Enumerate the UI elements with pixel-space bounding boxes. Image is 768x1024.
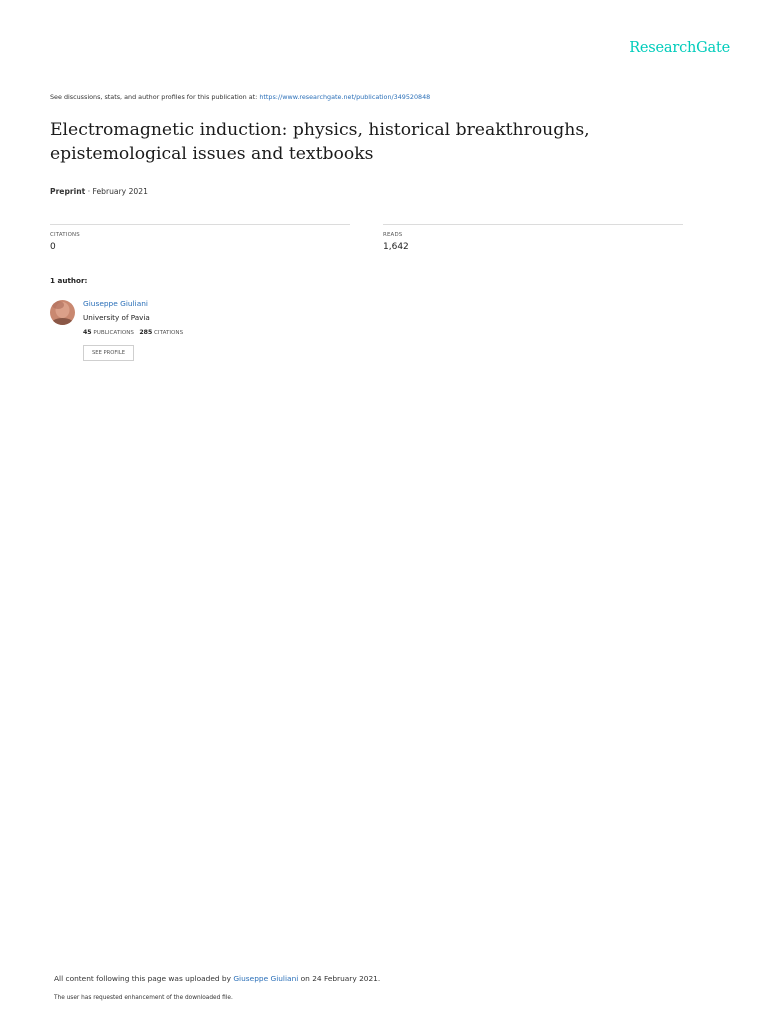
author-citations-count: 285 [139,329,153,336]
author-avatar[interactable] [50,300,75,325]
author-stats [83,329,183,336]
publication-meta [50,187,148,196]
publication-type: Preprint [50,187,86,196]
see-profile-button[interactable]: SEE PROFILE [83,345,134,361]
author-publications-label: PUBLICATIONS [93,330,134,336]
publication-url-link[interactable]: https://www.researchgate.net/publication/349520848 [259,93,431,101]
upload-prefix: All content following this page was uploaded by [54,974,234,983]
author-publications-count: 45 [83,329,92,336]
discussion-text: See discussions, stats, and author profiles for this publication at: [50,93,260,101]
researchgate-logo[interactable]: ResearchGate [629,40,730,56]
citations-value: 0 [50,242,56,252]
publication-title: Electromagnetic induction: physics, historical breakthroughs, epistemological issues and textbooks [50,120,590,164]
reads-stat [383,224,683,252]
enhancement-note: The user has requested enhancement of the downloaded file. [54,995,233,1001]
reads-label: READS [383,232,403,238]
discussion-line [50,93,430,101]
publication-date: February 2021 [92,187,148,196]
citations-label: CITATIONS [50,232,80,238]
upload-suffix: on 24 February 2021. [298,974,381,983]
author-citations-label: CITATIONS [154,330,184,336]
author-name-link[interactable]: Giuseppe Giuliani [83,299,148,308]
meta-separator: · [85,187,93,196]
upload-note [54,974,380,983]
author-card [50,298,350,368]
reads-value: 1,642 [383,242,409,252]
author-institution: University of Pavia [83,313,150,322]
uploader-link[interactable]: Giuseppe Giuliani [233,974,299,983]
citations-stat [50,224,350,252]
authors-heading: 1 author: [50,276,88,285]
avatar-photo-icon [50,300,75,325]
